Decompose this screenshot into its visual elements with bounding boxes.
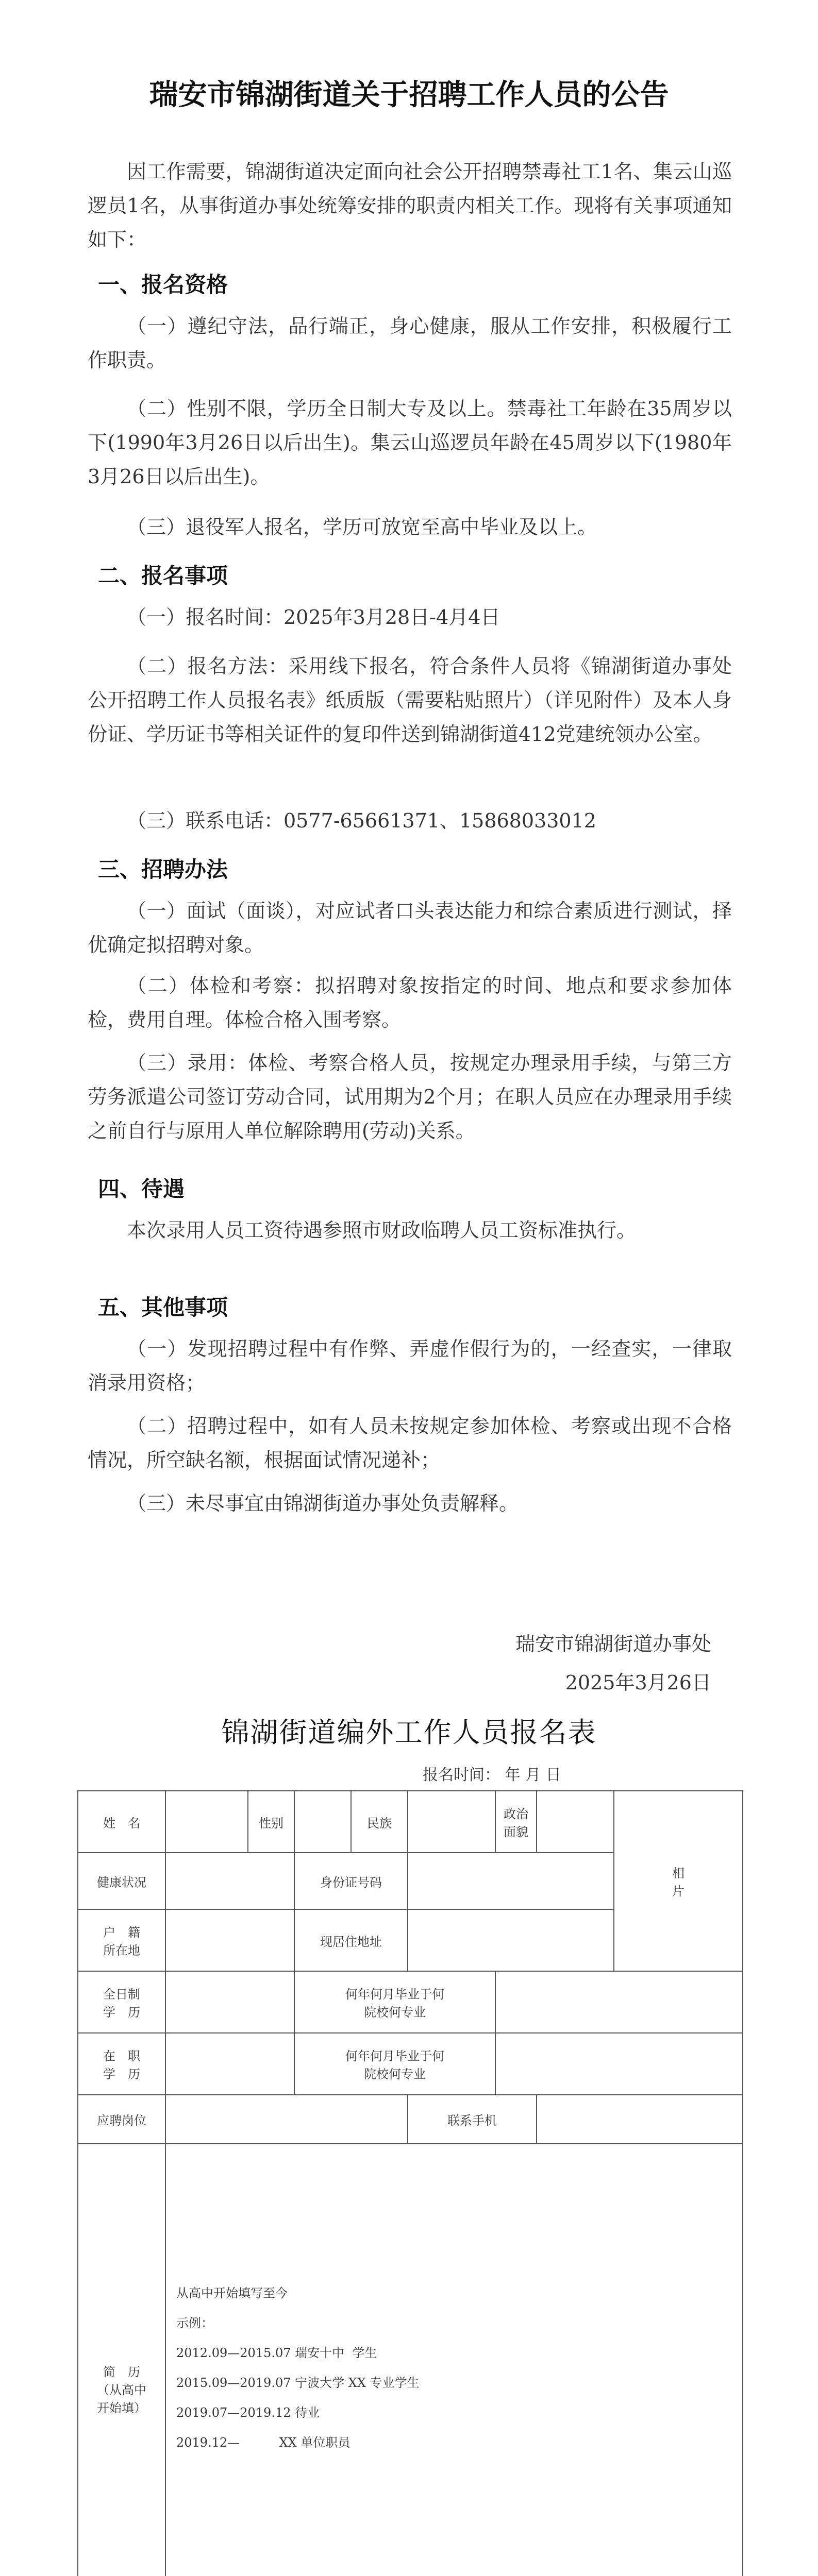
inservice-edu-field[interactable] bbox=[165, 2033, 294, 2095]
name-field[interactable] bbox=[165, 1791, 248, 1853]
registration-table-page1 bbox=[77, 1790, 743, 2576]
fulltime-school-label: 何年何月毕业于何 院校何专业 bbox=[294, 1971, 495, 2033]
fulltime-edu-label: 全日制 学 历 bbox=[78, 1971, 165, 2033]
hukou-label: 户 籍 所在地 bbox=[78, 1909, 165, 1971]
section-paragraph: （二）报名方法：采用线下报名，符合条件人员将《锦湖街道办事处公开招聘工作人员报名表》纸质版（需要粘贴照片）（详见附件）及本人身份证、学历证书等相关证件的复印件送到锦湖街道412党建统领办公室。 bbox=[88, 655, 732, 745]
section-paragraph: （三）未尽事宜由锦湖街道办事处负责解释。 bbox=[127, 1492, 519, 1515]
address-label: 现居住地址 bbox=[294, 1909, 408, 1971]
section-paragraph: （二）招聘过程中，如有人员未按规定参加体检、考察或出现不合格情况，所空缺名额，根据面试情况递补； bbox=[88, 1415, 732, 1471]
health-label: 健康状况 bbox=[78, 1853, 165, 1909]
section-heading: 五、其他事项 bbox=[98, 1295, 228, 1320]
resume-hint-line: 2012.09—2015.07 瑞安十中 学生 bbox=[176, 2346, 377, 2360]
notice-title: 瑞安市锦湖街道关于招聘工作人员的公告 bbox=[149, 78, 669, 112]
section-heading: 三、招聘办法 bbox=[98, 857, 228, 882]
signature-date: 2025年3月26日 bbox=[565, 1671, 711, 1694]
id-number-label: 身份证号码 bbox=[294, 1853, 408, 1909]
position-label: 应聘岗位 bbox=[78, 2095, 165, 2144]
address-field[interactable] bbox=[408, 1909, 614, 1971]
ethnicity-field[interactable] bbox=[408, 1791, 495, 1853]
inservice-school-field[interactable] bbox=[495, 2033, 743, 2095]
section-paragraph: （三）退役军人报名，学历可放宽至高中毕业及以上。 bbox=[127, 516, 597, 538]
ethnicity-label: 民族 bbox=[351, 1791, 408, 1853]
health-field[interactable] bbox=[165, 1853, 294, 1909]
resume-hint-line: 2015.09—2019.07 宁波大学 XX 专业学生 bbox=[176, 2376, 420, 2390]
report-date: 报名时间： 年 月 日 bbox=[423, 1766, 561, 1784]
gender-field[interactable] bbox=[294, 1791, 351, 1853]
inservice-school-label: 何年何月毕业于何 院校何专业 bbox=[294, 2033, 495, 2095]
resume-hint-line: 2019.07—2019.12 待业 bbox=[176, 2405, 320, 2420]
section-paragraph: （一）发现招聘过程中有作弊、弄虚作假行为的，一经查实，一律取消录用资格； bbox=[88, 1337, 732, 1394]
gender-label: 性别 bbox=[248, 1791, 294, 1853]
political-field[interactable] bbox=[537, 1791, 614, 1853]
position-field[interactable] bbox=[165, 2095, 408, 2144]
section-paragraph: （一）面试（面谈），对应试者口头表达能力和综合素质进行测试，择优确定拟招聘对象。 bbox=[88, 900, 732, 956]
phone-field[interactable] bbox=[537, 2095, 743, 2144]
section-paragraph: （三）录用：体检、考察合格人员，按规定办理录用手续，与第三方劳务派遣公司签订劳动合同，试用期为2个月；在职人员应在办理录用手续之前自行与原用人单位解除聘用(劳动)关系。 bbox=[88, 1052, 732, 1142]
signature-org: 瑞安市锦湖街道办事处 bbox=[515, 1633, 711, 1655]
section-heading: 一、报名资格 bbox=[98, 272, 228, 297]
section-heading: 二、报名事项 bbox=[98, 563, 228, 588]
name-label: 姓 名 bbox=[78, 1791, 165, 1853]
fulltime-edu-field[interactable] bbox=[165, 1971, 294, 2033]
photo-box[interactable]: 相 片 bbox=[614, 1791, 743, 1971]
section-paragraph: （一）遵纪守法，品行端正，身心健康，服从工作安排，积极履行工作职责。 bbox=[88, 315, 732, 371]
resume-hint-line: 2019.12— XX 单位职员 bbox=[176, 2435, 350, 2450]
id-number-field[interactable] bbox=[408, 1853, 614, 1909]
form-title: 锦湖街道编外工作人员报名表 bbox=[221, 1716, 597, 1749]
section-paragraph: 本次录用人员工资待遇参照市财政临聘人员工资标准执行。 bbox=[127, 1219, 637, 1242]
section-paragraph: （三）联系电话：0577-65661371、15868033012 bbox=[127, 809, 596, 832]
section-paragraph: （一）报名时间：2025年3月28日-4月4日 bbox=[127, 606, 500, 629]
phone-label: 联系手机 bbox=[408, 2095, 537, 2144]
political-label: 政治 面貌 bbox=[495, 1791, 537, 1853]
section-heading: 四、待遇 bbox=[98, 1176, 185, 1201]
fulltime-school-field[interactable] bbox=[495, 1971, 743, 2033]
section-paragraph: （二）体检和考察：拟招聘对象按指定的时间、地点和要求参加体检，费用自理。体检合格入围考察。 bbox=[88, 974, 732, 1031]
resume-hint-line: 从高中开始填写至今 bbox=[176, 2286, 288, 2300]
inservice-edu-label: 在 职 学 历 bbox=[78, 2033, 165, 2095]
hukou-field[interactable] bbox=[165, 1909, 294, 1971]
resume-hint-line: 示例： bbox=[176, 2316, 213, 2330]
resume-label: 简 历 （从高中 开始填） bbox=[78, 2144, 165, 2576]
section-paragraph: （二）性别不限，学历全日制大专及以上。禁毒社工年龄在35周岁以下(1990年3月26日以后出生)。集云山巡逻员年龄在45周岁以下(1980年3月26日以后出生)。 bbox=[88, 397, 732, 488]
resume-field[interactable] bbox=[165, 2144, 743, 2576]
notice-intro: 因工作需要，锦湖街道决定面向社会公开招聘禁毒社工1名、集云山巡逻员1名，从事街道办事处统筹安排的职责内相关工作。现将有关事项通知如下： bbox=[88, 160, 732, 251]
